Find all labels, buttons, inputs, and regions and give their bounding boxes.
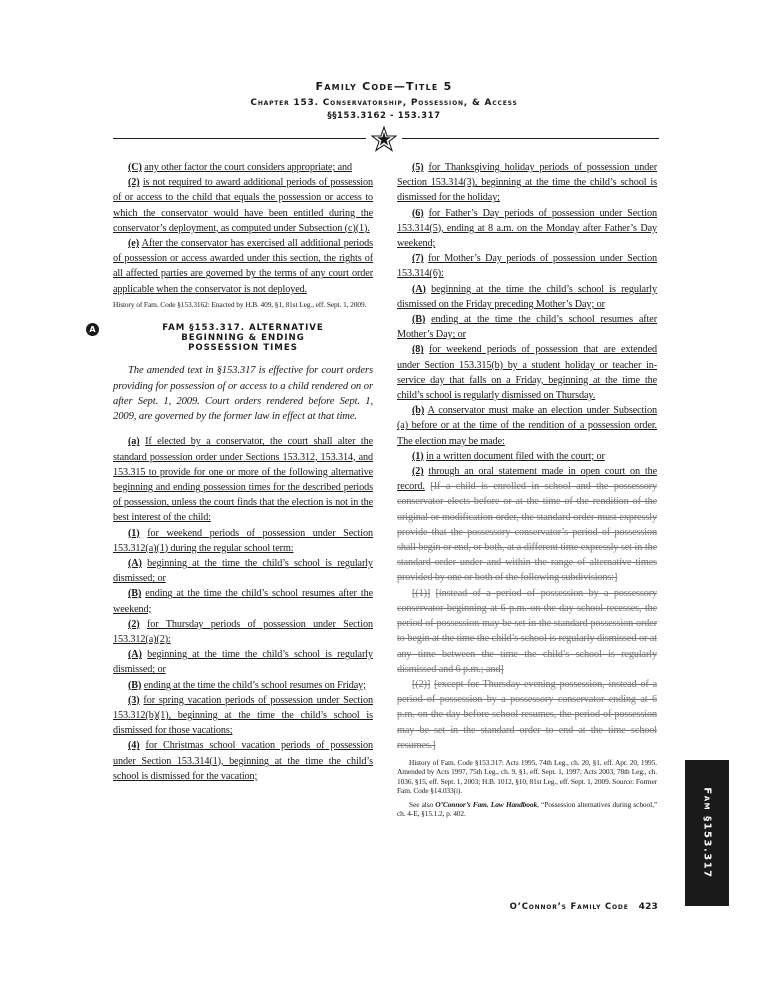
list-item: (1) in a written document filed with the court; or <box>412 450 605 462</box>
section-range: §§153.3162 - 153.317 <box>327 111 441 121</box>
side-tab-label: Fam §153.317 <box>701 787 713 879</box>
effective-date-note: The amended text in §153.317 is effective for court orders providing for possession of or access to a child rendered on or after Sept. 1, 2009. Court orders rendered before Sept. 1, 2009, are governed by the former law in effect at that time. <box>113 365 373 423</box>
star-ornament-icon <box>371 126 397 152</box>
footer-book-title: O’Connor’s Family Code <box>509 902 629 912</box>
section-heading: A FAM §153.317. ALTERNATIVE BEGINNING & ENDING POSSESSION TIMES <box>113 323 373 353</box>
list-item: (8) for weekend periods of possession that are extended under Section 153.315(b) by a student holiday or teacher in-service day that falls on a Friday, beginning at the time the child’s school is regularly dismissed on Thursday. <box>397 344 658 402</box>
deleted-text: [If a child is enrolled in school and the possessory conservator elects before or at the time of the rendition of the original or modification order, the standard order must expressly provide that the possessory conservator’s period of possession shall begin or end, or both, at a different time expressly set in the standard order under and within the range of alternative times provided by one or both of the following subdivisions:] <box>397 481 657 584</box>
list-item: (4) for Christmas school vacation periods of possession under Section 153.314(1), beginning at the time the child’s school is dismissed for the vacation; <box>113 740 373 782</box>
header-rule-right <box>402 138 659 139</box>
list-item: (B) ending at the time the child’s school resumes after the weekend; <box>113 588 373 615</box>
running-title: Family Code—Title 5 <box>315 80 453 93</box>
list-item: (B) ending at the time the child’s school resumes after Mother’s Day; or <box>397 314 657 341</box>
list-item: (1) for weekend periods of possession under Section 153.312(a)(1) during the regular school term: <box>113 527 374 554</box>
list-item: (A) beginning at the time the child’s school is regularly dismissed; or <box>113 558 373 585</box>
page-footer <box>488 902 658 912</box>
list-item: (A) beginning at the time the child’s school is regularly dismissed; or <box>113 649 373 676</box>
list-item: (2) for Thursday periods of possession under Section 153.312(a)(2): <box>113 618 373 646</box>
list-item: (2) through an oral statement made in open court on the record. [If a child is enrolled in school and the possessory conservator elects before or at the time of the rendition of the original or modification order, the standard order must expressly provide that the possessory conservator’s period of possession shall begin or end, or both, at a different time expressly set in the standard order under and within the range of alternative times provided by one or both of the following subdivisions:] <box>397 466 657 584</box>
list-item: (3) for spring vacation periods of possession under Section 153.312(b)(1), beginning at the time the child’s school is dismissed for those vacations; <box>113 694 374 737</box>
right-column <box>397 160 657 818</box>
chapter-title: Chapter 153. Conservatorship, Possession, & Access <box>250 98 518 108</box>
list-item: (5) for Thanksgiving holiday periods of possession under Section 153.314(3), beginning at the time the child’s school is dismissed for the holiday; <box>397 162 658 204</box>
list-item: (7) for Mother’s Day periods of possession under Section 153.314(6): <box>397 253 657 280</box>
header-rule-left <box>113 138 366 139</box>
deleted-item: [(2)] [except for Thursday evening possession, instead of a period of possession by a possessory conservator ending at 6 p.m. on the day before school resumes, the period of possession may be set in the standard order to end at the time school resumes.] <box>397 678 658 751</box>
page-number: 423 <box>638 902 658 912</box>
deleted-item: [(1)] [instead of a period of possession by a possessory conservator beginning at 6 p.m. on the day school recesses, the period of possession may be set in the standard possession order to begin at the time the child’s school is regularly dismissed or at any time between the time the child’s school is regularly dismissed and 6 p.m.; and] <box>397 587 658 675</box>
subsection-a: (a) If elected by a conservator, the court shall alter the standard possession order under Sections 153.312, 153.314, and 153.315 to provide for one or more of the following alternative beginning and ending possession times for the described periods of possession, unless the court finds that the election is not in the best interest of the child: <box>113 436 373 524</box>
paragraph: (e) After the conservator has exercised all additional periods of possession or access awarded under this section, the rights of all affected parties are governed by the terms of any court order applicable when the conservator is not deployed. <box>113 238 373 295</box>
see-also-note: See also O’Connor’s Fam. Law Handbook, “Possession alternatives during school,” ch. 4-E, §15.1.2, p. 402. <box>397 799 658 818</box>
subsection-b: (b) A conservator must make an election under Subsection (a) before or at the time of the rendition of a possession order. The election may be made: <box>397 405 657 447</box>
list-item: (B) ending at the time the child’s school resumes on Friday; <box>128 679 366 691</box>
left-column <box>89 160 374 784</box>
history-note: History of Fam. Code §153.317: Acts 1995, 74th Leg., ch. 20, §1, eff. Apr. 20, 1995. Amended by Acts 1997, 75th Leg., ch. 9, §1, eff. Sept. 1, 1997; Acts 2003, 78th Leg., ch. 1036, §15, eff. Sept. 1, 2003; H.B. 1012, §10, 81st Leg., eff. Sept. 1, 2009. Source: Former Fam. Code §14.033(i). <box>397 757 657 796</box>
section-marker: A <box>86 323 99 336</box>
paragraph: (C) any other factor the court considers appropriate; and <box>128 162 352 173</box>
list-item: (6) for Father’s Day periods of possession under Section 153.314(5), ending at 8 a.m. on the Monday after Father’s Day weekend; <box>397 207 657 250</box>
list-item: (A) beginning at the time the child’s school is regularly dismissed on the Friday preceding Mother’s Day; or <box>397 283 657 310</box>
paragraph: (2) is not required to award additional periods of possession of or access to the child that equals the possession or access to which the conservator would have been entitled during the conservator’s deployment, as computed under Subsection (c)(1). <box>113 177 373 234</box>
history-note: History of Fam. Code §153.3162: Enacted by H.B. 409, §1, 81st Leg., eff. Sept. 1, 2009. <box>113 299 367 309</box>
